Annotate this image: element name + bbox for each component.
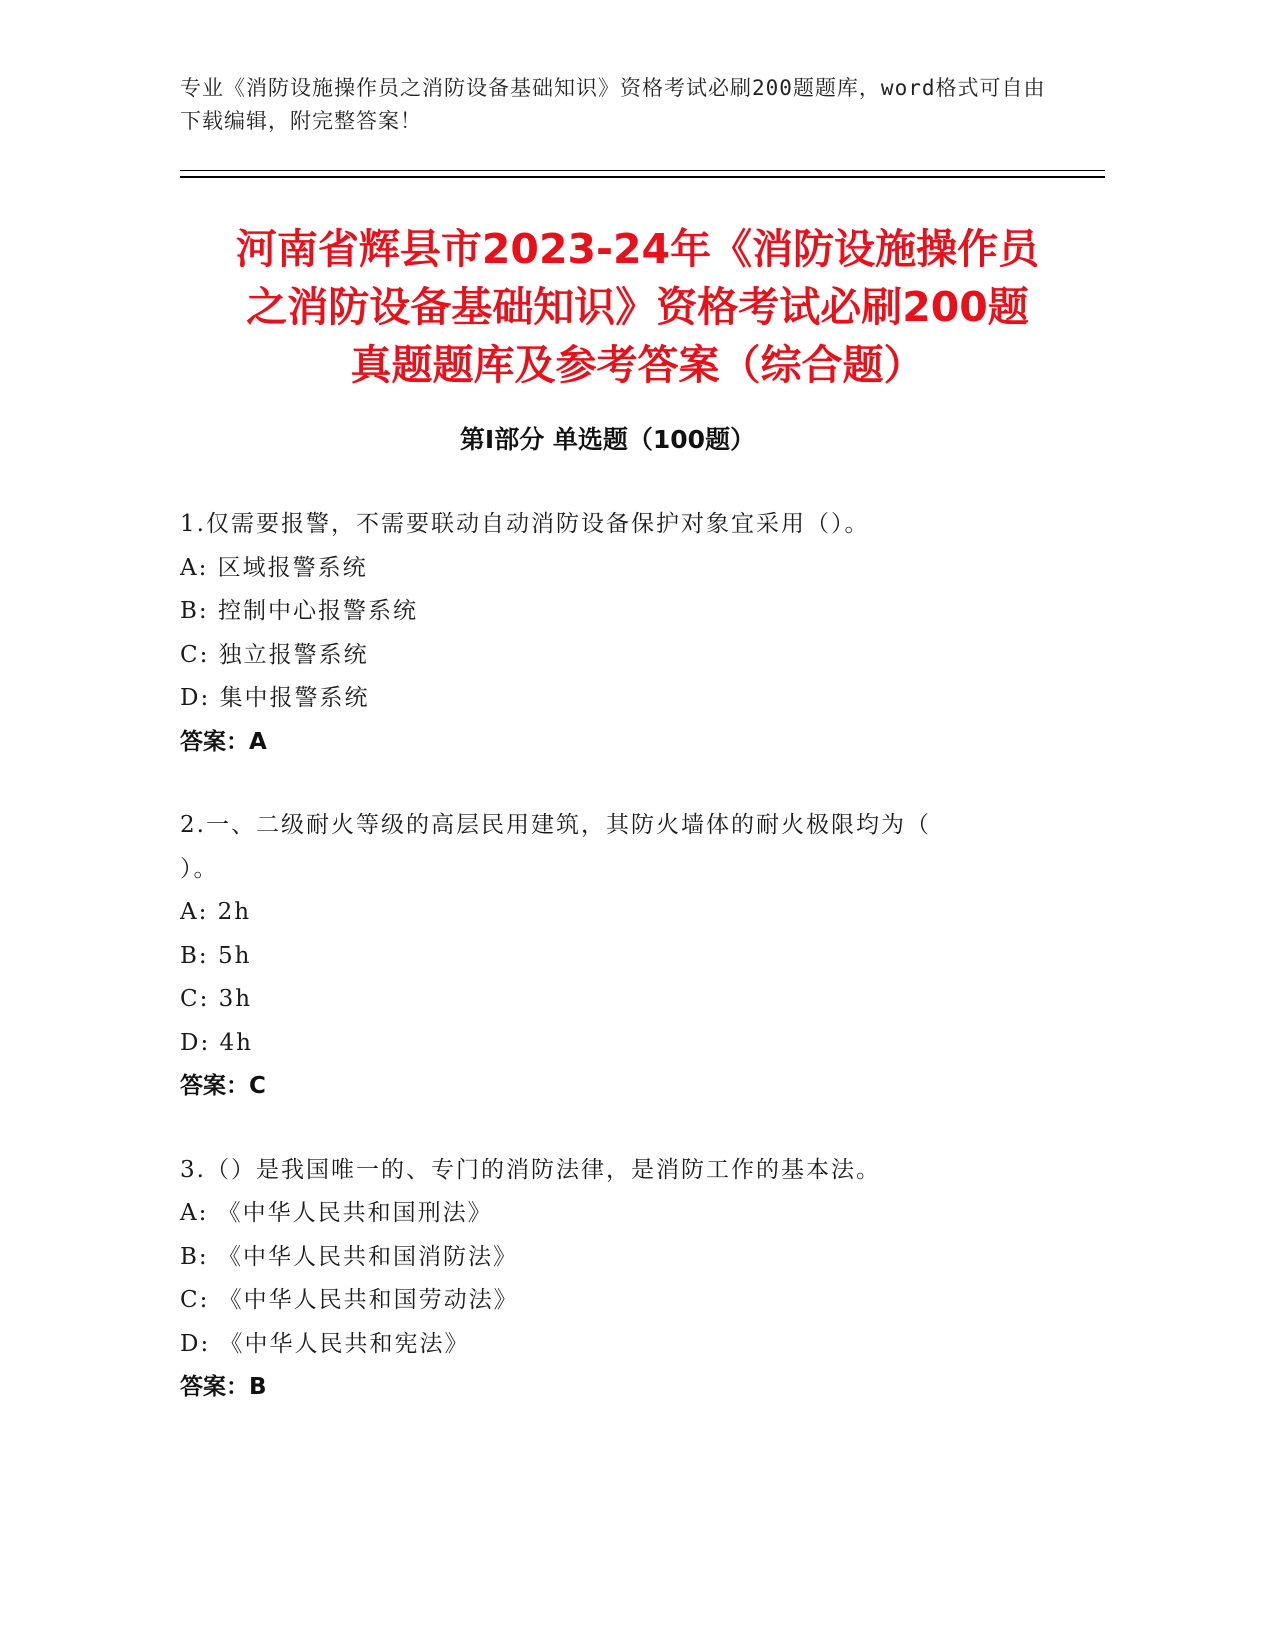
document-title bbox=[150, 220, 1125, 394]
option-a: A: 2h bbox=[180, 899, 252, 925]
question-list bbox=[180, 503, 1030, 1450]
question-stem-continued: ）。 bbox=[180, 855, 219, 882]
answer: 答案：C bbox=[180, 1073, 266, 1099]
option-b: B: 《中华人民共和国消防法》 bbox=[180, 1243, 518, 1270]
answer: 答案：A bbox=[180, 728, 267, 755]
title-line: 之消防设备基础知识》资格考试必刷200题 bbox=[246, 283, 1029, 331]
title-line: 河南省辉县市2023-24年《消防设施操作员 bbox=[235, 225, 1040, 273]
option-d: D: 4h bbox=[180, 1029, 253, 1056]
option-b: B: 控制中心报警系统 bbox=[180, 598, 418, 624]
option-c: C: 独立报警系统 bbox=[180, 641, 369, 668]
question-stem: 3.（）是我国唯一的、专门的消防法律，是消防工作的基本法。 bbox=[180, 1156, 881, 1183]
option-a: A: 《中华人民共和国刑法》 bbox=[180, 1200, 493, 1226]
header-note: 专业《消防设施操作员之消防设备基础知识》资格考试必刷200题题库，word格式可自由下载编辑，附完整答案！ bbox=[180, 76, 1046, 133]
option-b: B: 5h bbox=[180, 942, 252, 969]
option-a: A: 区域报警系统 bbox=[180, 554, 368, 581]
question-stem: 2.一、二级耐火等级的高层民用建筑，其防火墙体的耐火极限均为（ bbox=[180, 812, 931, 838]
option-d: D: 《中华人民共和宪法》 bbox=[180, 1330, 470, 1357]
question-stem: 1.仅需要报警，不需要联动自动消防设备保护对象宜采用（）。 bbox=[180, 511, 870, 537]
header-divider-bottom bbox=[180, 176, 1105, 178]
section-title: 第Ⅰ部分 单选题（100题） bbox=[459, 425, 756, 454]
header-divider-top bbox=[180, 170, 1105, 171]
title-line: 真题题库及参考答案（综合题） bbox=[350, 341, 925, 389]
answer: 答案：B bbox=[180, 1374, 267, 1400]
question-item bbox=[180, 804, 1030, 1109]
option-d: D: 集中报警系统 bbox=[180, 685, 370, 711]
question-item bbox=[180, 1149, 1030, 1410]
option-c: C: 3h bbox=[180, 986, 253, 1012]
option-c: C: 《中华人民共和国劳动法》 bbox=[180, 1287, 519, 1313]
question-item bbox=[180, 503, 1030, 764]
